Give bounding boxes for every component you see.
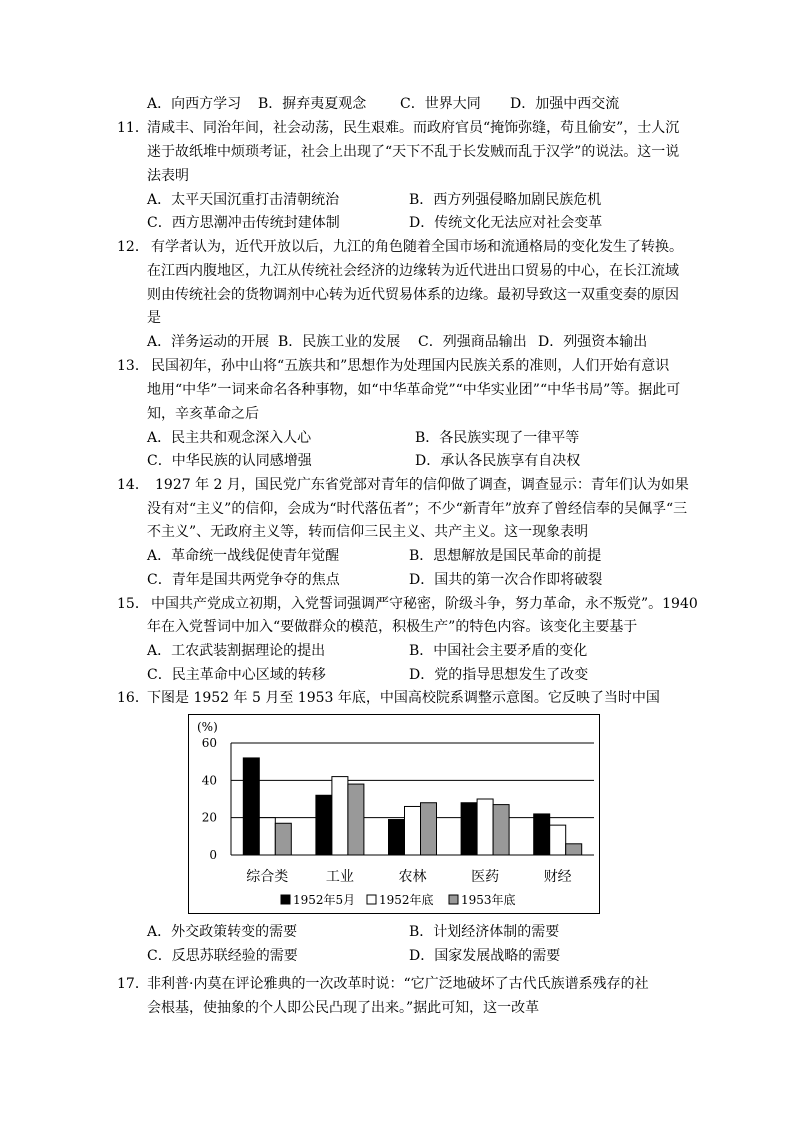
bar-3-1 [477, 799, 493, 855]
q12-stem-line-4: 是 [147, 310, 161, 326]
q10-option-c[interactable]: C．世界大同 [400, 96, 481, 112]
bar-4-0 [534, 814, 550, 855]
q11-option-c[interactable]: C．西方思潮冲击传统封建体制 [147, 215, 340, 231]
q13-option-a[interactable]: A．民主共和观念深入人心 [147, 430, 312, 446]
q13-stem-line-1: 民国初年，孙中山将“五族共和”思想作为处理国内民族关系的准则，人们开始有意识 [151, 358, 670, 374]
q15-option-d[interactable]: D．党的指导思想发生了改变 [409, 667, 589, 683]
bar-2-1 [405, 806, 421, 855]
chart-bars [243, 758, 581, 855]
q12-stem-line-2: 在江西内腹地区，九江从传统社会经济的边缘转为近代进出口贸易的中心，在长江流域 [147, 263, 679, 279]
q12-option-a[interactable]: A．洋务运动的开展 [147, 334, 270, 350]
q17-stem-line-1: 非利普·内莫在评论雅典的一次改革时说：“它广泛地破坏了古代氏族谱系残存的社 [147, 976, 649, 992]
q15-option-b[interactable]: B．中国社会主要矛盾的变化 [409, 643, 588, 659]
q16-option-c[interactable]: C．反思苏联经验的需要 [147, 948, 298, 964]
bar-0-1 [259, 818, 275, 855]
q14-stem-line-3: 不主义”、无政府主义等，转而信仰三民主义、共产主义。这一现象表明 [147, 524, 589, 540]
x-category-label-0: 综合类 [246, 869, 289, 885]
q13-stem-line-2: 地用“中华”一词来命名各种事物，如“中华革命党”“中华实业团”“中华书局”等。据此可 [147, 382, 681, 398]
y-tick-label-0: 0 [209, 848, 217, 862]
q12-option-c[interactable]: C．列强商品输出 [418, 334, 527, 350]
bar-3-0 [461, 803, 477, 855]
x-category-label-1: 工业 [325, 869, 354, 885]
y-axis-unit-label: (%) [197, 720, 218, 734]
x-category-label-4: 财经 [543, 869, 572, 885]
bar-3-2 [493, 805, 509, 855]
q17-stem-line-2: 会根基，使抽象的个人即公民凸现了出来。”据此可知，这一改革 [147, 1000, 540, 1016]
q16-number: 16． [117, 690, 149, 706]
q11-option-a[interactable]: A．太平天国沉重打击清朝统治 [147, 192, 340, 208]
q15-number: 15． [117, 596, 149, 612]
bar-1-0 [316, 795, 332, 855]
bar-0-2 [275, 823, 291, 855]
q12-option-b[interactable]: B．民族工业的发展 [278, 334, 401, 350]
bar-2-0 [389, 820, 405, 855]
q11-stem-line-3: 法表明 [147, 168, 189, 184]
q14-stem-line-2: 没有对“主义”的信仰，会成为“时代落伍者”；不少“新青年”放弃了曾经信奉的吴佩孚“三 [147, 501, 688, 517]
q13-number: 13． [117, 358, 149, 374]
q11-number: 11． [117, 120, 149, 136]
bar-0-0 [243, 758, 259, 855]
q11-stem-line-2: 迷于故纸堆中烦琐考证，社会上出现了“天下不乱于长发贼而乱于汉学”的说法。这一说 [147, 144, 680, 160]
bar-4-2 [566, 844, 582, 855]
q15-option-a[interactable]: A．工农武装割据理论的提出 [147, 643, 326, 659]
q14-stem-line-1: 1927 年 2 月，国民党广东省党部对青年的信仰做了调查，调查显示：青年们认为如果 [155, 477, 689, 493]
bar-chart-svg [189, 715, 599, 913]
q14-number: 14． [117, 477, 149, 493]
legend-swatch-1 [367, 895, 376, 904]
q11-option-d[interactable]: D．传统文化无法应对社会变革 [409, 215, 603, 231]
q14-option-c[interactable]: C．青年是国共两党争夺的焦点 [147, 572, 340, 588]
legend-label-0: 1952年5月 [293, 893, 356, 907]
college-adjustment-chart [188, 714, 600, 914]
q15-stem-line-2: 年在入党誓词中加入“要做群众的模范，积极生产”的特色内容。该变化主要基于 [147, 619, 638, 635]
x-category-label-3: 医药 [471, 869, 500, 885]
q14-option-b[interactable]: B．思想解放是国民革命的前提 [409, 548, 602, 564]
q16-stem-line-1: 下图是 1952 年 5 月至 1953 年底，中国高校院系调整示意图。它反映了当时中国 [147, 690, 660, 706]
q17-number: 17． [117, 976, 149, 992]
legend-swatch-2 [449, 895, 458, 904]
q12-stem-line-1: 有学者认为，近代开放以后，九江的角色随着全国市场和流通格局的变化发生了转换。 [151, 239, 683, 255]
q14-option-d[interactable]: D．国共的第一次合作即将破裂 [409, 572, 603, 588]
q16-option-d[interactable]: D．国家发展战略的需要 [409, 948, 561, 964]
legend-label-1: 1952年底 [379, 893, 434, 907]
legend-label-2: 1953年底 [461, 893, 516, 907]
q16-option-a[interactable]: A．外交政策转变的需要 [147, 924, 298, 940]
y-tick-label-20: 20 [201, 810, 217, 825]
bar-1-1 [332, 777, 348, 855]
q10-option-a[interactable]: A．向西方学习 [147, 96, 242, 112]
q10-option-d[interactable]: D．加强中西交流 [510, 96, 620, 112]
q12-number: 12． [117, 239, 149, 255]
q13-option-d[interactable]: D．承认各民族享有自决权 [415, 453, 581, 469]
bar-1-2 [348, 784, 364, 855]
q11-option-b[interactable]: B．西方列强侵略加剧民族危机 [409, 192, 602, 208]
y-tick-label-60: 60 [201, 736, 217, 750]
q14-option-a[interactable]: A．革命统一战线促使青年觉醒 [147, 548, 340, 564]
chart-legend [281, 892, 516, 907]
q13-option-c[interactable]: C．中华民族的认同感增强 [147, 453, 312, 469]
q15-option-c[interactable]: C．民主革命中心区域的转移 [147, 667, 326, 683]
q16-option-b[interactable]: B．计划经济体制的需要 [409, 924, 560, 940]
bar-4-1 [550, 825, 566, 855]
legend-swatch-0 [281, 895, 290, 904]
bar-2-2 [421, 803, 437, 855]
q12-stem-line-3: 则由传统社会的货物调剂中心转为近代贸易体系的边缘。最初导致这一双重变奏的原因 [147, 287, 679, 303]
q11-stem-line-1: 清咸丰、同治年间，社会动荡，民生艰难。而政府官员“掩饰弥缝，苟且偷安”，士人沉 [147, 120, 680, 136]
y-tick-label-40: 40 [201, 773, 217, 788]
q10-option-b[interactable]: B．摒弃夷夏观念 [258, 96, 367, 112]
q15-stem-line-1: 中国共产党成立初期，入党誓词强调严守秘密，阶级斗争，努力革命，永不叛党”。1940 [151, 596, 698, 612]
q13-option-b[interactable]: B．各民族实现了一律平等 [415, 430, 580, 446]
q13-stem-line-3: 知，辛亥革命之后 [147, 406, 259, 422]
x-category-label-2: 农林 [398, 869, 427, 885]
q12-option-d[interactable]: D．列强资本输出 [538, 334, 648, 350]
